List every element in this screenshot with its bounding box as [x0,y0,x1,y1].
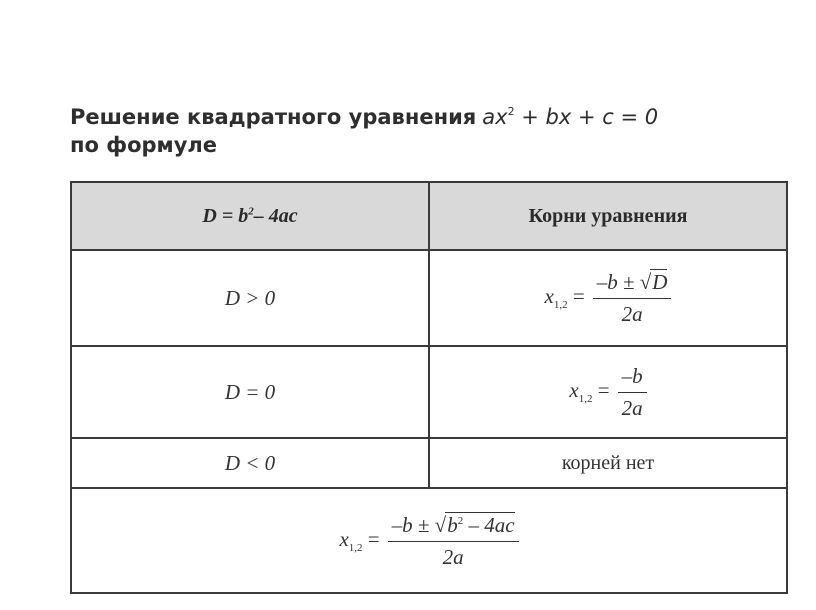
condition-cell: D > 0 [71,250,429,346]
general-lhs: $x_{1,2}$ = [339,526,380,555]
table-header-row [71,182,787,250]
roots-lhs: $x_{1,2}$ = [544,284,585,312]
table-row [71,438,787,488]
roots-cell [429,250,787,346]
roots-fraction: $\frac{-b}{2a}$ [618,364,647,421]
roots-cell [429,346,787,438]
discriminant-table [70,181,788,594]
title-line-2: по формуле [70,133,218,157]
page-title [70,98,770,159]
general-formula-cell [71,488,787,593]
general-fraction: $\frac{-b \pm √b^2 - 4ac}{2a}$ [388,512,519,570]
general-formula-row [71,488,787,593]
table-row [71,250,787,346]
roots-lhs: $x_{1,2}$ = [569,378,610,406]
header-discriminant: $D = b^2-$ 4ac [71,182,429,250]
condition-cell: D < 0 [71,438,429,488]
title-line-1: Решение квадратного уравнения [70,105,477,129]
table-row [71,346,787,438]
condition-cell: D = 0 [71,346,429,438]
quadratic-equation: $ax^2$ + bx + c = 0 [482,105,659,129]
roots-fraction: $\frac{-b \pm √D}{2a}$ [593,269,672,327]
header-roots: Корни уравнения [429,182,787,250]
no-roots-cell: корней нет [429,438,787,488]
